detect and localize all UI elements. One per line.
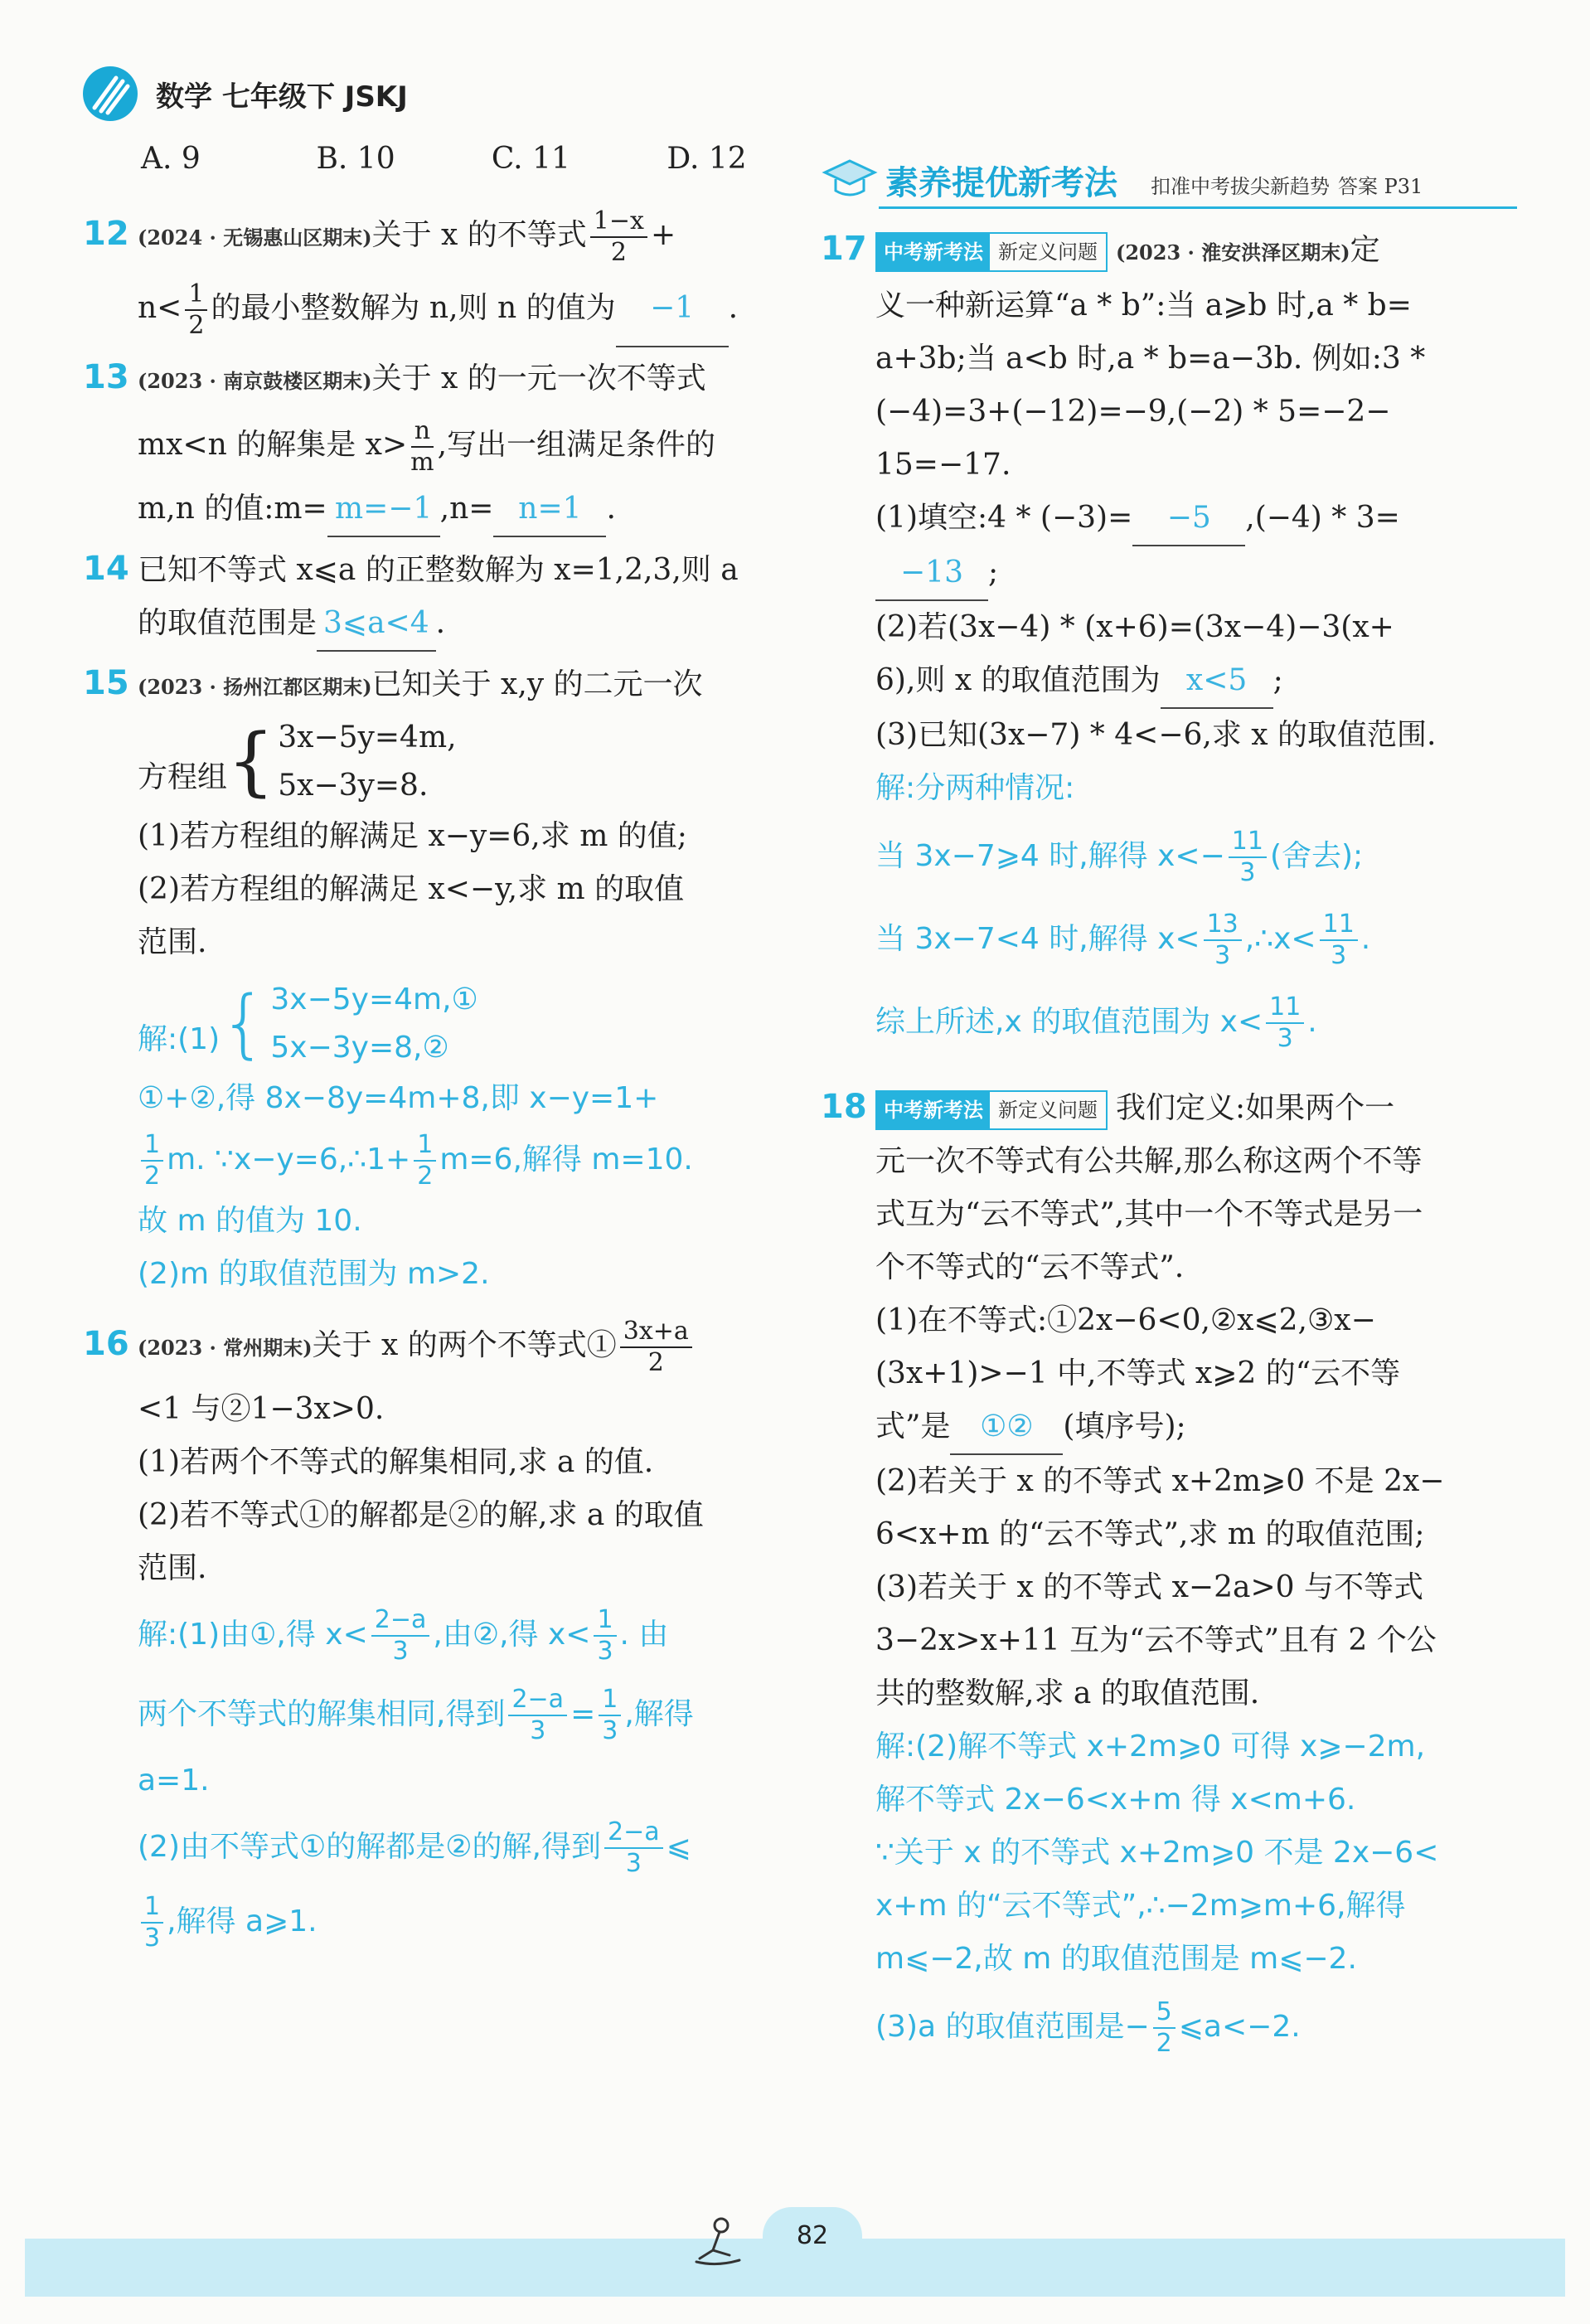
q13-line2: mx<n 的解集是 x> $\frac{n}{m}$ ,写出一组满足条件的 [138, 416, 716, 477]
option-c: C. 11 [491, 142, 570, 176]
right-column [821, 222, 1517, 2069]
q15-part1: (1)若方程组的解满足 x−y=6,求 m 的值; [138, 819, 687, 853]
reading-mascot-icon [688, 2212, 746, 2270]
q18-l1: 元一次不等式有公共解,那么称这两个不等 [875, 1144, 1423, 1178]
q12-fraction: $\frac{1-x}{2}$ [590, 206, 647, 268]
book-logo-icon [83, 66, 138, 121]
q14-answer: 3⩽a<4 [317, 597, 436, 652]
q13-line1: 13 (2023 · 南京鼓楼区期末)关于 x 的一元一次不等式 [83, 351, 804, 408]
q18-part1: (1)在不等式:①2x−6<0,②x⩽2,③x− [875, 1303, 1376, 1337]
q18-solution-l3: ∵关于 x 的不等式 x+2m⩾0 不是 2x−6< [875, 1836, 1439, 1870]
q17-l4: 15=−17. [875, 448, 1011, 482]
q17-l3: (−4)=3+(−12)=−9,(−2) * 5=−2− [875, 395, 1391, 429]
q16-part2b: 范围. [138, 1551, 207, 1585]
q17-solution-l3: 当 3x−7<4 时,解得 x< $\frac{13}{3}$ ,∴x< $\frac{11}{3}$ . [875, 910, 1371, 970]
header-title: 数学 七年级下 JSKJ [156, 80, 408, 114]
q17-part3: (3)已知(3x−7) * 4<−6,求 x 的取值范围. [875, 718, 1437, 752]
q15-part2b: 范围. [138, 925, 207, 959]
q14-number: 14 [83, 550, 129, 588]
q18-solution-l5: m⩽−2,故 m 的取值范围是 m⩽−2. [875, 1942, 1357, 1976]
q15-system: 方程组 { 3x−5y=4m, 5x−3y=8. [83, 714, 804, 810]
q13-source: (2023 · 南京鼓楼区期末) [138, 369, 372, 393]
q17-solution-l2: 当 3x−7⩾4 时,解得 x<− $\frac{11}{3}$ (舍去); [875, 827, 1364, 887]
q13-answer-m: m=−1 [327, 483, 440, 537]
q15-line1: 15 (2023 · 扬州江都区期末)已知关于 x,y 的二元一次 [83, 657, 804, 714]
answer-ref: 答案 P31 [1338, 175, 1423, 198]
q13-answer-n: n=1 [493, 483, 606, 537]
q18-l3: 个不等式的“云不等式”. [875, 1250, 1185, 1284]
q13-line3: m,n 的值:m= m=−1 ,n= n=1 . [83, 483, 804, 537]
q12-answer: −1 [616, 271, 729, 347]
q15-part2: (2)若方程组的解满足 x<−y,求 m 的取值 [138, 872, 685, 906]
q17-part2b: 6),则 x 的取值范围为 x<5 ; [821, 654, 1517, 709]
q16-part1: (1)若两个不等式的解集相同,求 a 的值. [138, 1445, 654, 1479]
q18-number: 18 [821, 1088, 867, 1126]
q17-l2: a+3b;当 a<b 时,a * b=a−3b. 例如:3 * [875, 342, 1426, 376]
q16-solution-l1: 解:(1)由①,得 x< $\frac{2-a}{3}$ ,由②,得 x< $\frac{1}{3}$ . 由 [138, 1605, 669, 1666]
q16-solution-l2: 两个不等式的解集相同,得到 $\frac{2-a}{3}$ = $\frac{1}{3}$ ,解得 [138, 1685, 694, 1745]
q12-line2: n< $\frac{1}{2}$ 的最小整数解为 n,则 n 的值为 −1 . [83, 271, 804, 347]
q18-part2: (2)若关于 x 的不等式 x+2m⩾0 不是 2x− [875, 1464, 1445, 1498]
q15-solution-l1: ①+②,得 8x−8y=4m+8,即 x−y=1+ [138, 1081, 659, 1115]
graduation-cap-icon [821, 154, 879, 204]
q15-source: (2023 · 扬州江都区期末) [138, 675, 372, 699]
q18-solution-l4: x+m 的“云不等式”,∴−2m⩾m+6,解得 [875, 1889, 1406, 1923]
q15-solution-l3: 故 m 的值为 10. [138, 1204, 362, 1238]
q15-equation-system: { 3x−5y=4m, 5x−3y=8. [227, 718, 457, 805]
q18-part1b: (3x+1)>−1 中,不等式 x⩾2 的“云不等 [875, 1356, 1401, 1390]
q17-l1: 义一种新运算“a * b”:当 a⩾b 时,a * b= [875, 289, 1412, 323]
q18-l2: 式互为“云不等式”,其中一个不等式是另一 [875, 1197, 1423, 1231]
page-header [83, 65, 408, 123]
q14-line1: 14 已知不等式 x⩽a 的正整数解为 x=1,2,3,则 a [83, 542, 804, 597]
banner-underline [879, 206, 1517, 209]
q16-solution-l3: a=1. [138, 1764, 210, 1798]
q17-answer3: x<5 [1161, 654, 1273, 709]
q15-solution-l2: $\frac{1}{2}$ m. ∵x−y=6,∴1+ $\frac{1}{2}$ m=6,解得 m=10. [83, 1125, 804, 1195]
q16-solution-l5: $\frac{1}{3}$ ,解得 a⩾1. [83, 1887, 804, 1957]
q16-source: (2023 · 常州期末) [138, 1336, 313, 1360]
q18-solution-l2: 解不等式 2x−6<x+m 得 x<m+6. [875, 1783, 1356, 1817]
q12-half: $\frac{1}{2}$ [185, 279, 207, 341]
left-column [83, 133, 804, 1957]
q12-number: 12 [83, 215, 129, 253]
q17-number: 17 [821, 230, 867, 268]
section-banner [821, 146, 1525, 204]
page-number: 82 [763, 2207, 862, 2265]
q17-tag: 中考新考法 新定义问题 [875, 232, 1108, 272]
section-title: 素养提优新考法 [885, 164, 1117, 202]
q15-solution-system: 解:(1) { 3x−5y=4m,① 5x−3y=8,② [138, 980, 478, 1067]
q18-solution-l1: 解:(2)解不等式 x+2m⩾0 可得 x⩾−2m, [875, 1730, 1426, 1764]
q18-tag: 中考新考法 新定义问题 [875, 1090, 1108, 1130]
q16-solution-l4: (2)由不等式①的解都是②的解,得到 $\frac{2-a}{3}$ ⩽ [138, 1817, 691, 1878]
q16-line2: <1 与②1−3x>0. [138, 1392, 385, 1426]
q11-options [83, 133, 804, 186]
q17-answer1: −5 [1132, 492, 1245, 546]
option-d: D. 12 [667, 142, 747, 176]
q18-part3c: 共的整数解,求 a 的取值范围. [875, 1676, 1260, 1710]
q16-number: 16 [83, 1325, 129, 1363]
q18-part2b: 6<x+m 的“云不等式”,求 m 的取值范围; [875, 1517, 1425, 1551]
q17-part1: (1)填空:4 * (−3)= −5 ,(−4) * 3= [821, 492, 1517, 546]
q13-number: 13 [83, 358, 129, 396]
q15-solution-l4: (2)m 的取值范围为 m>2. [138, 1257, 490, 1291]
q14-line2: 的取值范围是 3⩽a<4 . [83, 597, 804, 652]
q17-part1b: −13 ; [821, 546, 1517, 601]
q12-line1: 12 (2024 · 无锡惠山区期末)关于 x 的不等式 $\frac{1-x}{2}$ + [83, 201, 804, 271]
q17-answer2: −13 [875, 546, 988, 601]
q17-solution-l4: 综上所述,x 的取值范围为 x< $\frac{11}{3}$ . [875, 992, 1317, 1053]
q17-part2: (2)若(3x−4) * (x+6)=(3x−4)−3(x+ [875, 610, 1394, 644]
q18-line0: 18 中考新考法 新定义问题 我们定义:如果两个一 [821, 1080, 1517, 1135]
q17-line0: 17 中考新考法 新定义问题 (2023 · 淮安洪泽区期末)定 [821, 222, 1517, 279]
q18-part3b: 3−2x>x+11 互为“云不等式”且有 2 个公 [875, 1623, 1437, 1657]
q16-fraction: $\frac{3x+a}{2}$ [620, 1317, 692, 1378]
q17-solution-l1: 解:分两种情况: [875, 771, 1075, 805]
q18-part3: (3)若关于 x 的不等式 x−2a>0 与不等式 [875, 1570, 1423, 1604]
q15-number: 15 [83, 664, 129, 702]
q16-line1: 16 (2023 · 常州期末)关于 x 的两个不等式① $\frac{3x+a}{2}$ [83, 1309, 804, 1383]
q18-solution-l6: (3)a 的取值范围是− $\frac{5}{2}$ ⩽a<−2. [875, 1997, 1301, 2058]
section-subtitle: 扣准中考拔尖新趋势 [1151, 175, 1330, 198]
q13-fraction: $\frac{n}{m}$ [410, 416, 434, 477]
q16-part2: (2)若不等式①的解都是②的解,求 a 的取值 [138, 1498, 704, 1532]
option-a: A. 9 [141, 142, 201, 176]
option-b: B. 10 [316, 142, 395, 176]
q18-answer1: ①② [950, 1400, 1063, 1455]
q18-part1c: 式”是 ①② (填序号); [821, 1400, 1517, 1455]
q12-source: (2024 · 无锡惠山区期末) [138, 226, 372, 250]
q17-source: (2023 · 淮安洪泽区期末) [1116, 240, 1350, 264]
q12-text: 关于 x 的不等式 [371, 218, 587, 252]
